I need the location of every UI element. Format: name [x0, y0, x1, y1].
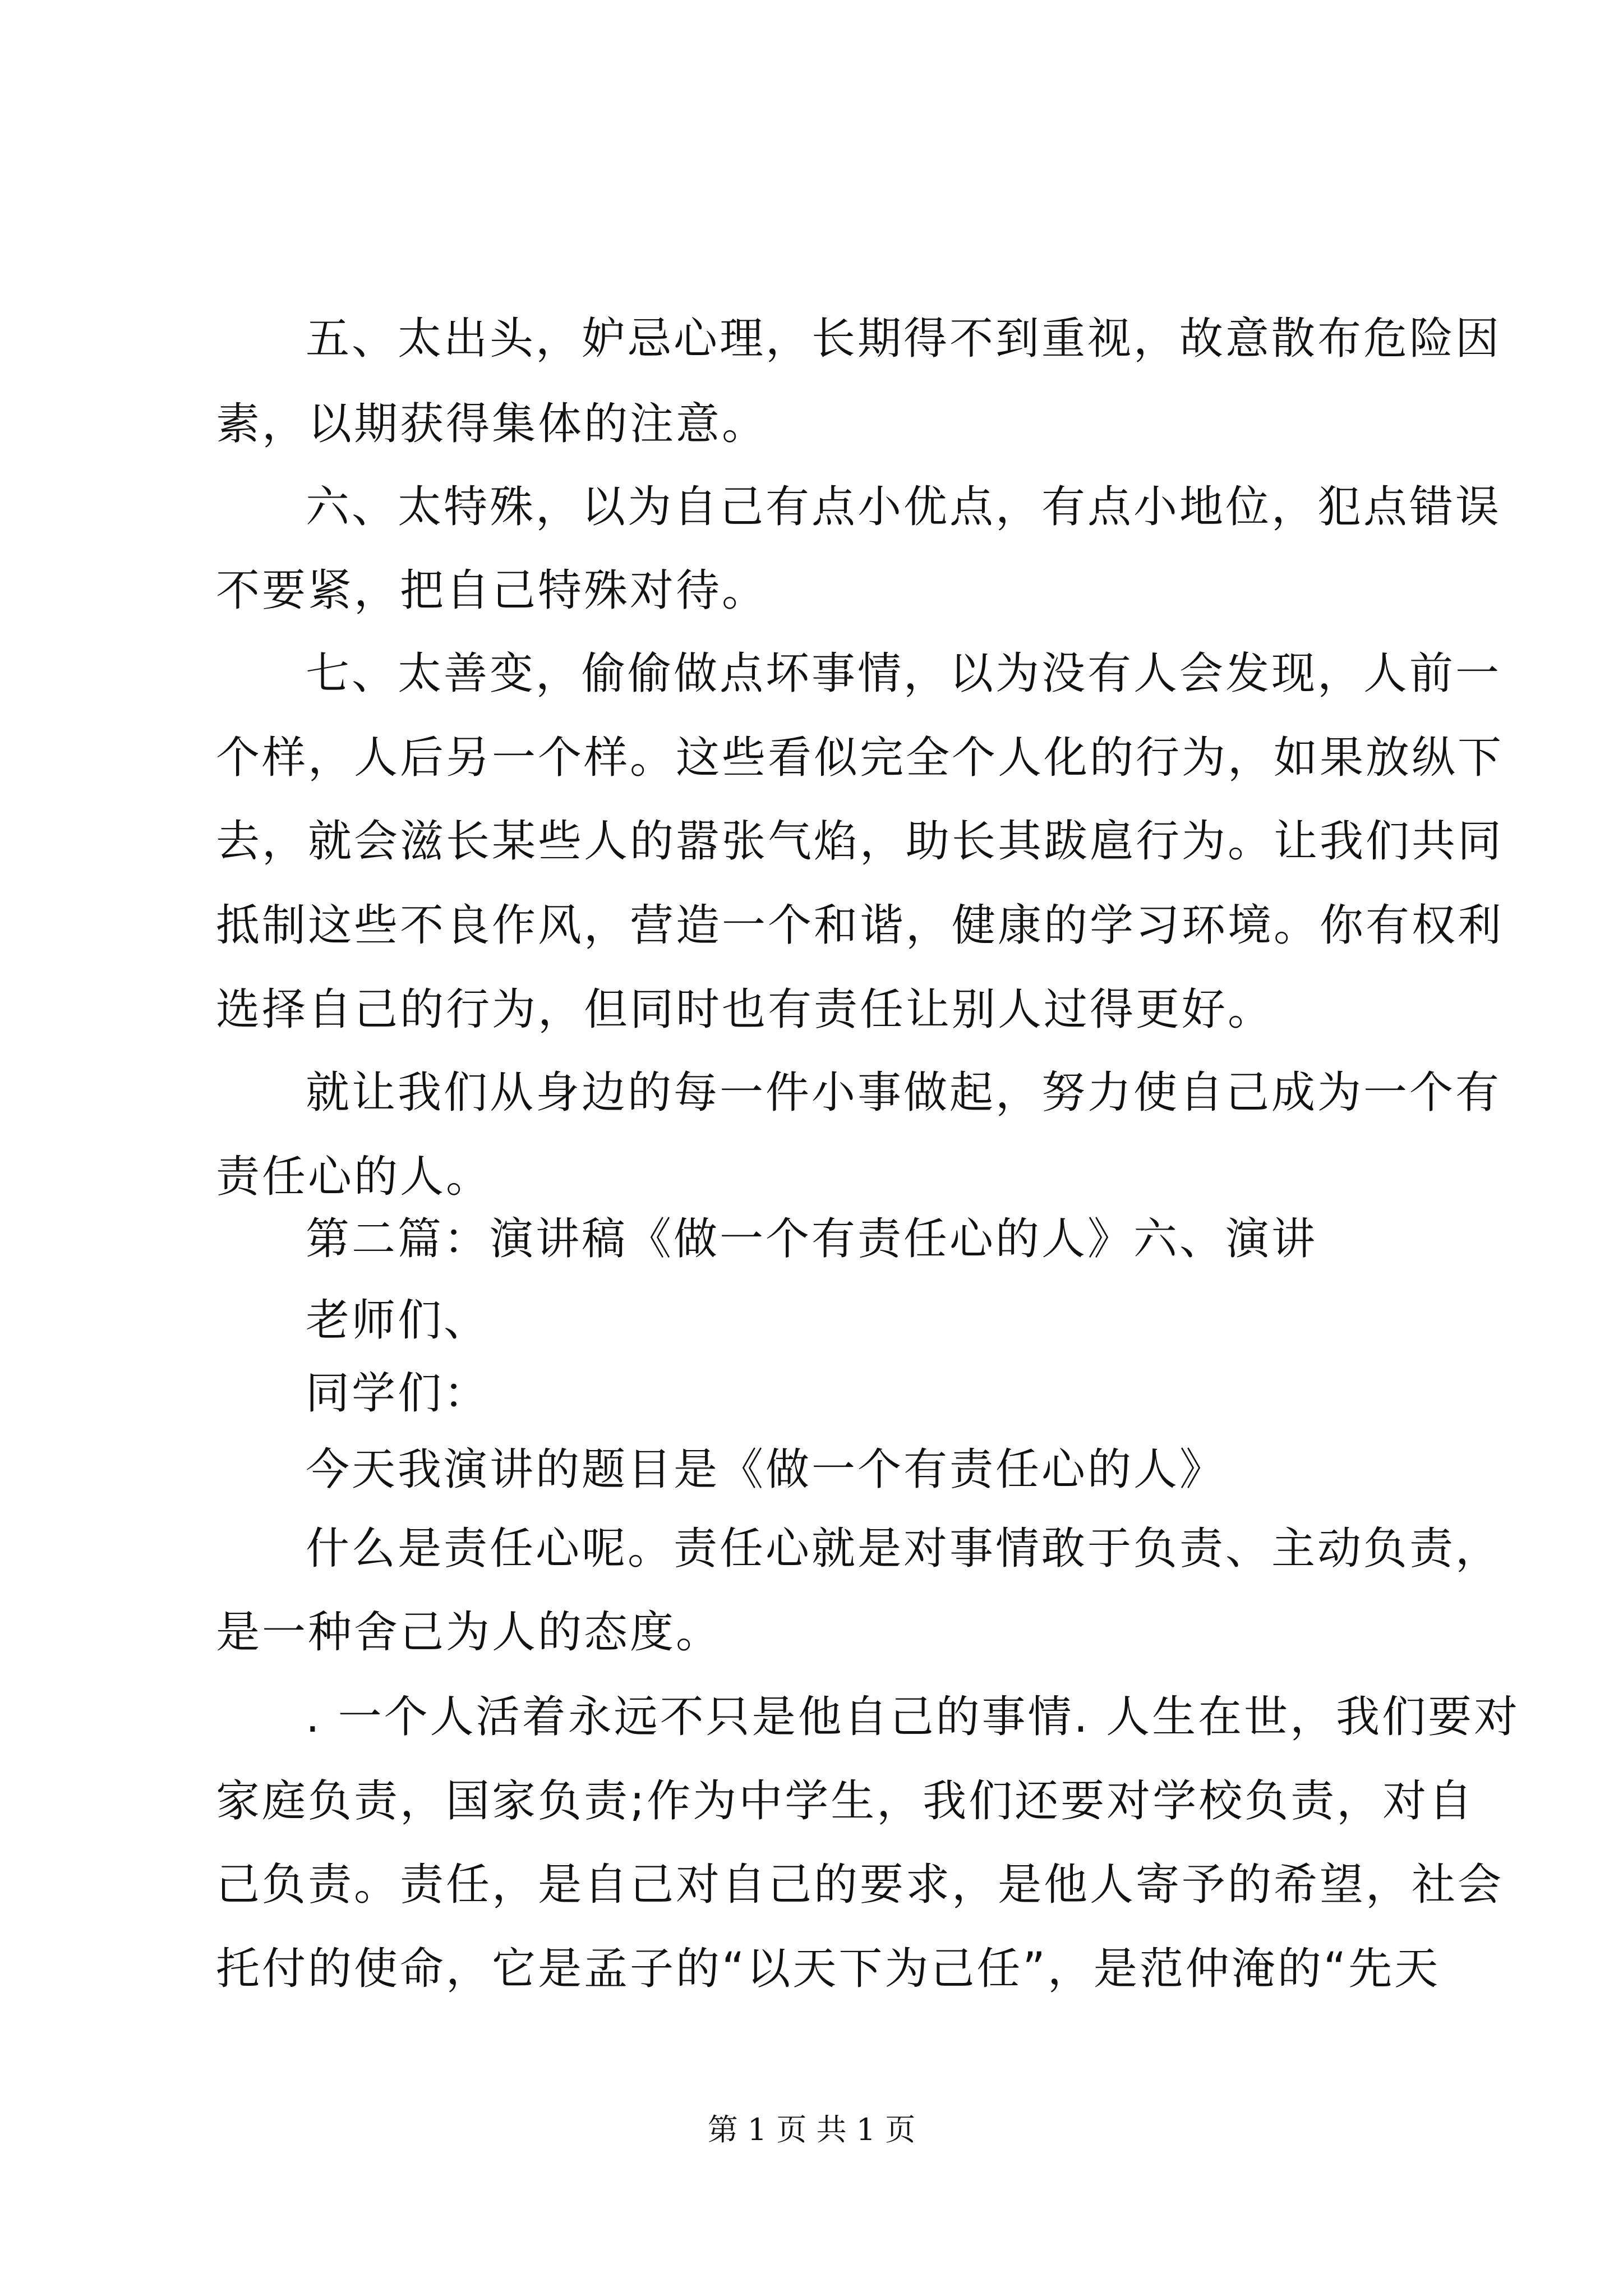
- text-line: 老师们、: [306, 1295, 490, 1346]
- text-line: . 一个人活着永远不只是他自己的事情. 人生在世，我们要对: [306, 1692, 1520, 1742]
- text-line: 选择自己的行为，但同时也有责任让别人过得更好。: [216, 984, 1274, 1035]
- text-line: 己负责。责任，是自己对自己的要求，是他人寄予的希望，社会: [216, 1860, 1504, 1910]
- text-line: 就让我们从身边的每一件小事做起，努力使自己成为一个有: [306, 1068, 1502, 1118]
- text-line: 不要紧，把自己特殊对待。: [216, 565, 768, 616]
- text-line: 责任心的人。: [216, 1152, 492, 1202]
- text-line: 同学们：: [306, 1368, 490, 1419]
- text-line: 今天我演讲的题目是《做一个有责任心的人》: [306, 1444, 1226, 1495]
- text-line: 个样，人后另一个样。这些看似完全个人化的行为，如果放纵下: [216, 733, 1504, 783]
- text-line: 五、太出头，妒忌心理，长期得不到重视，故意散布危险因: [306, 314, 1502, 364]
- text-line: 抵制这些不良作风，营造一个和谐，健康的学习环境。你有权利: [216, 900, 1504, 951]
- text-line: 是一种舍己为人的态度。: [216, 1607, 722, 1658]
- text-line: 什么是责任心呢。责任心就是对事情敢于负责、主动负责，: [306, 1524, 1502, 1574]
- text-line: 去，就会滋长某些人的嚣张气焰，助长其跋扈行为。让我们共同: [216, 816, 1504, 867]
- text-line: 托付的使命，它是孟子的“以天下为己任”，是范仲淹的“先天: [216, 1944, 1441, 1994]
- text-line: 七、太善变，偷偷做点坏事情，以为没有人会发现，人前一: [306, 648, 1502, 699]
- page-footer: 第 1 页 共 1 页: [707, 2112, 916, 2147]
- section-heading: 第二篇：演讲稿《做一个有责任心的人》六、演讲: [306, 1214, 1318, 1264]
- text-line: 家庭负责，国家负责;作为中学生，我们还要对学校负责，对自: [216, 1776, 1475, 1826]
- text-line: 素，以期获得集体的注意。: [216, 399, 768, 449]
- text-line: 六、太特殊，以为自己有点小优点，有点小地位，犯点错误: [306, 482, 1502, 532]
